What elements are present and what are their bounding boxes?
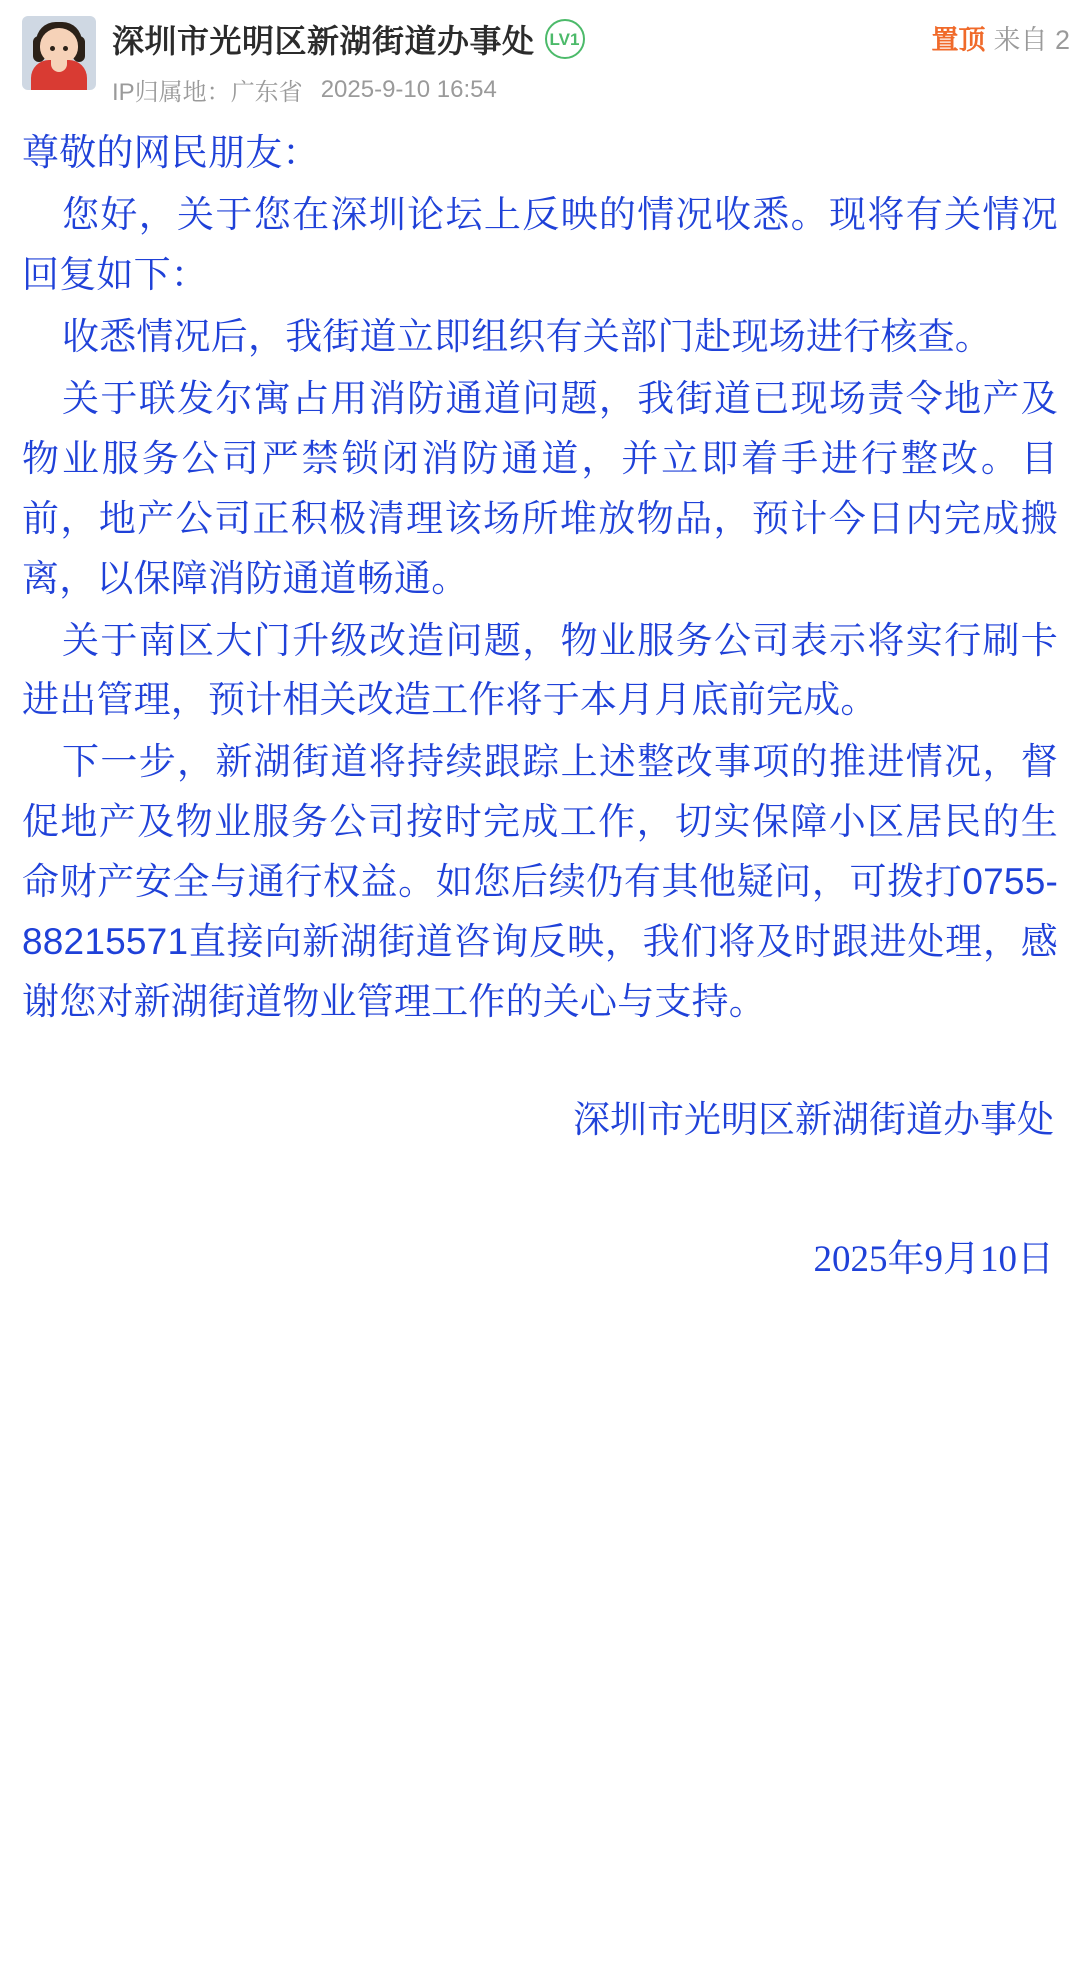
ip-location-value: 广东省 — [230, 79, 303, 106]
post-signature: 深圳市光明区新湖街道办事处 — [573, 1099, 1054, 1141]
post-paragraph-5: 下一步，新湖街道将持续跟踪上述整改事项的推进情况，督促地产及物业服务公司按时完成工作，切实保障小区居民的生命财产安全与通行权益。如您后续仍有其他疑问，可拨打0755-88215571直接向新湖街道咨询反映，我们将及时跟进处理，感谢您对新湖街道物业管理工作的关心与支持。 — [22, 741, 1058, 1023]
post-paragraph-2: 收悉情况后，我街道立即组织有关部门赴现场进行核查。 — [62, 315, 992, 357]
post-body — [0, 117, 1080, 1290]
post-paragraph-1: 您好，关于您在深圳论坛上反映的情况收悉。现将有关情况回复如下： — [22, 193, 1058, 295]
ip-location-label: IP归属地： — [112, 79, 231, 106]
post-paragraph-0: 尊敬的网民朋友： — [22, 132, 320, 173]
post-date: 2025年9月10日 — [813, 1239, 1054, 1280]
header-tags — [931, 18, 1070, 57]
level-badge: LV1 — [545, 19, 585, 59]
post-meta — [112, 72, 1062, 107]
post-paragraph-3: 关于联发尔寓占用消防通道问题，我街道已现场责令地产及物业服务公司严禁锁闭消防通道，并立即着手进行整改。目前，地产公司正积极清理该场所堆放物品，预计今日内完成搬离，以保障消防通道畅通。 — [22, 377, 1058, 599]
avatar-eye-right-icon — [63, 46, 68, 51]
avatar-eye-left-icon — [50, 46, 55, 51]
author-info — [112, 16, 1062, 107]
author-name-row — [112, 16, 1062, 62]
post-header — [0, 0, 1080, 117]
post-paragraph-4: 关于南区大门升级改造问题，物业服务公司表示将实行刷卡进出管理，预计相关改造工作将于本月月底前完成。 — [22, 619, 1058, 721]
post-timestamp: 2025-9-10 16:54 — [320, 75, 497, 103]
author-name[interactable]: 深圳市光明区新湖街道办事处 — [112, 23, 535, 59]
avatar[interactable] — [22, 16, 96, 90]
post-source: 来自 2 — [993, 25, 1070, 55]
ip-location — [112, 72, 303, 107]
status-badge-pinned: 置顶 — [931, 25, 986, 55]
